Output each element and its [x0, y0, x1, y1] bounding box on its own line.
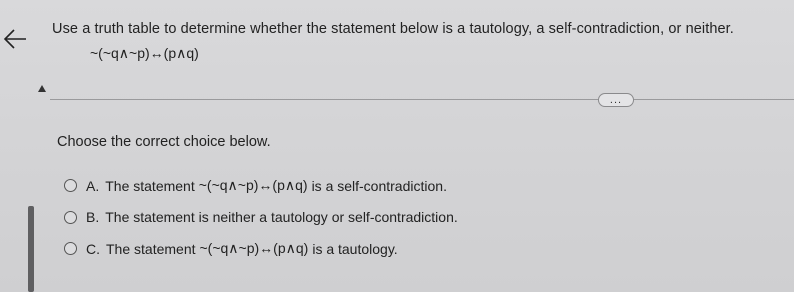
section-divider — [50, 99, 794, 100]
choice-c-letter: C. — [86, 240, 100, 257]
radio-a[interactable] — [64, 179, 77, 192]
more-options-button[interactable]: ... — [598, 93, 634, 107]
choice-c[interactable] — [64, 240, 398, 257]
back-arrow-icon-svg — [3, 28, 27, 50]
radio-b[interactable] — [64, 211, 77, 224]
choice-a-after: is a self-contradiction. — [311, 177, 447, 194]
choice-c-before: The statement — [106, 240, 196, 257]
choice-c-expression: ~(~q∧~p)↔(p∧q) — [199, 240, 309, 256]
question-text: Use a truth table to determine whether the statement below is a tautology, a self-contradiction, or neither. — [52, 21, 734, 37]
choice-a-letter: A. — [86, 177, 100, 194]
back-arrow-icon[interactable] — [2, 24, 28, 54]
choice-a-expression: ~(~q∧~p)↔(p∧q) — [198, 177, 308, 193]
triangle-up-icon[interactable] — [38, 85, 46, 92]
left-scroll-indicator — [28, 206, 34, 292]
statement-expression: ~(~q∧~p)↔(p∧q) — [90, 45, 199, 61]
choice-a[interactable] — [64, 177, 447, 194]
choice-b[interactable] — [64, 209, 458, 225]
radio-c[interactable] — [64, 242, 77, 255]
choice-c-after: is a tautology. — [312, 240, 398, 257]
choice-b-letter: B. — [86, 209, 100, 225]
choice-prompt: Choose the correct choice below. — [57, 134, 271, 150]
choice-b-text: The statement is neither a tautology or self-contradiction. — [105, 209, 458, 225]
choice-a-before: The statement — [105, 177, 195, 194]
